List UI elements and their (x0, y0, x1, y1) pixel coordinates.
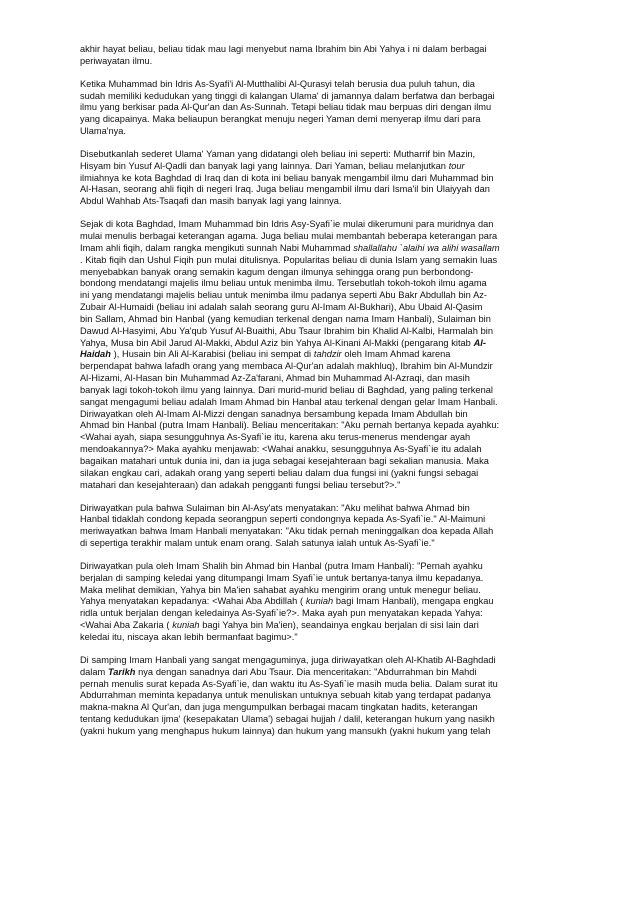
text-segment: Sejak di kota Baghdad, Imam Muhammad bin Idris Asy-Syafi`ie mulai dikerumuni para muridnya dan (80, 219, 494, 230)
text-line (80, 420, 586, 432)
text-segment: matahari dan kesejahteraan) dan adakah pengganti fungsi beliau tersebut?>." (80, 479, 401, 490)
text-line (80, 468, 586, 480)
text-segment: dalam (80, 666, 108, 677)
emphasized-text: shallallahu `alaihi wa alihi wasallam (353, 242, 500, 253)
emphasized-text: kuniah (305, 596, 334, 607)
text-line (80, 278, 586, 290)
text-segment: Ahmad bin Hanbal (putra Imam Hanbali). Beliau menceritakan: "Aku pernah bertanya kepada ayahku: (80, 420, 500, 431)
body-paragraph (80, 79, 586, 138)
text-line (80, 267, 586, 279)
text-line (80, 667, 586, 679)
text-line (80, 184, 586, 196)
text-line (80, 219, 586, 231)
text-line (80, 44, 586, 56)
text-segment: <Wahai ayah, siapa sesungguhnya As-Syafi`ie itu, karena aku terus-menerus mendengar ayah (80, 432, 471, 443)
body-paragraph (80, 655, 586, 738)
body-paragraph (80, 503, 586, 550)
text-line (80, 385, 586, 397)
text-segment: Dawud Al-Hasyimi, Abu Ya'qub Yusuf Al-Buaithi, Abu Tsaur Ibrahim bin Khalid Al-Kalbi, Harmalah bin (80, 325, 493, 336)
text-line (80, 573, 586, 585)
text-segment: ridla untuk berjalan dengan keledainya As-Syafi`ie?>. Maka ayah pun menyatakan kepada Yahya: (80, 608, 483, 619)
text-segment: . Kitab fiqih dan Ushul Fiqih pun mulai ditulisnya. Popularitas beliau di dunia Islam yang semakin luas (80, 254, 498, 265)
text-segment: Maka melihat demikian, Yahya bin Ma'ien sahabat ayahku mengirim orang untuk menegur beliau. (80, 584, 481, 595)
text-line (80, 702, 586, 714)
text-segment: sudah memiliki kedudukan yang tinggi di kalangan Ulama' di jamannya dalam berfatwa dan berbagai (80, 90, 495, 101)
text-segment: Di samping Imam Hanbali yang sangat mengaguminya, juga diriwayatkan oleh Al-Khatib Al-Baghdadi (80, 654, 496, 665)
text-segment: Hanbal tidaklah condong kepada seorangpun seperti condongnya kepada As-Syafi`ie." Al-Maimuni (80, 514, 486, 525)
text-segment: Ulama'nya. (80, 126, 126, 137)
text-line (80, 585, 586, 597)
text-line (80, 231, 586, 243)
text-line (80, 361, 586, 373)
text-segment: Diriwayatkan pula oleh Imam Shalih bin Ahmad bin Hanbal (putra Imam Hanbali): "Pernah ayahku (80, 560, 483, 571)
text-segment: Abdul Wahhab Ats-Tsaqafi dan masih banyak lagi yang lainnya. (80, 196, 342, 207)
text-line (80, 56, 586, 68)
text-segment: banyak lagi tokoh-tokoh ilmu yang lainnya. Dari murid-murid beliau di Baghdad, yang paling terkenal (80, 384, 493, 395)
text-line (80, 655, 586, 667)
text-segment: keledai itu, niscaya akan lebih bermanfaat bagimu>." (80, 631, 298, 642)
text-segment: Al-Hizami, Al-Hasan bin Muhammad Az-Za'farani, Ahmad bin Muhammad Al-Azraqi, dan masih (80, 373, 470, 384)
text-line (80, 161, 586, 173)
text-segment: mendoakannya?> Maka ayahku menjawab: <Wahai anakku, sesungguhnya As-Syafi`ie itu adalah (80, 444, 482, 455)
text-segment: periwayatan ilmu. (80, 55, 153, 66)
text-line (80, 79, 586, 91)
text-segment: sangat mengagumi beliau adalah Imam Ahmad bin Hanbal atau terkenal dengan gelar Imam Hanbali. (80, 396, 498, 407)
text-segment: bagi Imam Hanbali), mengapa engkau (333, 596, 494, 607)
text-segment: Yahya menyatakan kepadanya: <Wahai Aba Abdillah ( (80, 596, 306, 607)
text-segment: akhir hayat beliau, beliau tidak mau lagi menyebut nama Ibrahim bin Abi Yahya i ni dalam berbagai (80, 44, 487, 54)
text-segment: Imam ahli fiqih, dalam rangka mengikuti sunnah Nabi Muhammad (80, 242, 354, 253)
text-line (80, 314, 586, 326)
text-line (80, 126, 586, 138)
text-segment: Zubair Al-Humaidi (beliau ini adalah salah seorang guru Al-Imam Al-Bukhari), Abu Ubaid Al-Qasim (80, 302, 483, 313)
emphasized-text: tour (448, 160, 465, 171)
text-segment: di sepertiga terakhir malam untuk enam orang. Salah satunya ialah untuk As-Syafi`ie." (80, 538, 435, 549)
text-line (80, 102, 586, 114)
text-line (80, 409, 586, 421)
text-line (80, 503, 586, 515)
text-line (80, 561, 586, 573)
text-segment: nya dengan sanadnya dari Abu Tsaur. Dia menceritakan: "Abdurrahman bin Mahdi (135, 666, 477, 677)
text-line (80, 538, 586, 550)
text-segment: pernah menulis surat kepada As-Syafi`ie, dan waktu itu As-Syafi`ie masih muda belia. Dalam surat itu (80, 678, 498, 689)
text-line (80, 432, 586, 444)
text-line (80, 480, 586, 492)
text-segment: berpendapat bahwa lafadh orang yang membaca Al-Qur'an adalah makhluq), Ibrahim bin Al-Mundzir (80, 361, 493, 372)
text-line (80, 526, 586, 538)
text-segment: Diriwayatkan oleh Al-Imam Al-Mizzi dengan sanadnya bersambung kepada Imam Abdullah bin (80, 408, 468, 419)
text-line (80, 290, 586, 302)
emphasized-text: kuniah (172, 620, 200, 631)
text-line (80, 632, 586, 644)
text-line (80, 456, 586, 468)
text-segment: bagi Yahya bin Ma'ien), seandainya engkau berjalan di sisi lain dari (199, 620, 479, 631)
text-segment: makna-makna Al Qur'an, dan juga mengumpulkan berbagai macam tingkatan hadits, keterangan (80, 702, 478, 713)
emphasized-text: Tarikh (107, 666, 136, 677)
text-line (80, 726, 586, 738)
text-segment: ), Husain bin Ali Al-Karabisi (beliau ini sempat di (110, 349, 314, 360)
text-line (80, 91, 586, 103)
emphasized-text: Haidah (80, 349, 111, 360)
text-line (80, 196, 586, 208)
text-line (80, 149, 586, 161)
text-line (80, 714, 586, 726)
body-paragraph (80, 149, 586, 208)
text-line (80, 243, 586, 255)
text-segment: tentang kedudukan ijma' (kesepakatan Ulama') sebagai hujjah / dalil, keterangan hukum yang nasikh (80, 714, 495, 725)
text-segment: Hisyam bin Yusuf Al-Qadli dan banyak lagi yang lainnya. Dari Yaman, beliau melanjutkan (80, 160, 449, 171)
text-line (80, 679, 586, 691)
text-line (80, 444, 586, 456)
emphasized-text: Al- (473, 337, 486, 348)
body-paragraph (80, 219, 586, 491)
text-segment: ini yang mendatangi majelis beliau untuk menimba ilmu padanya seperti Abu Bakr Abdullah bin Az- (80, 290, 487, 301)
text-segment: menyebabkan banyak orang semakin kagum dengan ilmunya sehingga orang pun berbondong- (80, 266, 474, 277)
text-line (80, 514, 586, 526)
text-segment: (yakni hukum yang menghapus hukum lainnya) dan hukum yang mansukh (yakni hukum yang telah (80, 725, 491, 736)
text-segment: berjalan di samping keledai yang ditumpangi Imam Syafi`ie untuk bertanya-tanya ilmu kepadanya. (80, 572, 484, 583)
text-line (80, 302, 586, 314)
body-paragraph (80, 561, 586, 644)
text-segment: silakan engkau cari, adakah orang yang seperti beliau dalam dua fungsi ini (yakni fungsi sebagai (80, 467, 479, 478)
body-paragraph (80, 44, 586, 68)
text-segment: bondong mendatangi majelis ilmu beliau untuk menimba ilmu. Tersebutlah tokoh-tokoh ilmu agama (80, 278, 487, 289)
text-line (80, 255, 586, 267)
text-segment: Disebutkanlah sederet Ulama' Yaman yang didatangi oleh beliau ini seperti: Mutharrif bin Mazin, (80, 148, 476, 159)
text-line (80, 596, 586, 608)
text-segment: Al-Hasan, seorang ahli fiqih di negeri Iraq. Juga beliau mengambil ilmu dari Isma'il bin Ulaiyyah dan (80, 184, 490, 195)
text-segment: meriwayatkan bahwa Imam Hanbali menyatakan: "Aku tidak pernah meninggalkan doa kepada Allah (80, 526, 494, 537)
text-line (80, 608, 586, 620)
text-segment: Abdurrahman meminta kepadanya untuk menuliskan untuknya sebuah kitab yang terdapat padanya (80, 690, 491, 701)
text-segment: bagaikan matahari untuk dunia ini, dan ia juga sebagai kesejahteraan bagi sekalian manusia. Maka (80, 456, 489, 466)
text-segment: Yahya, Musa bin Abil Jarud Al-Makki, Abdul Aziz bin Yahya Al-Kinani Al-Makki (pengarang kitab (80, 337, 474, 348)
text-line (80, 114, 586, 126)
text-line (80, 397, 586, 409)
text-line (80, 349, 586, 361)
text-line (80, 690, 586, 702)
text-segment: bin Sallam, Ahmad bin Hanbal (yang kemudian terkenal dengan nama Imam Hanbali), Sulaiman bin (80, 313, 491, 324)
text-line (80, 173, 586, 185)
text-segment: <Wahai Aba Zakaria ( (80, 620, 173, 631)
text-segment: oleh Imam Ahmad karena (341, 349, 451, 360)
text-segment: ilmu yang berkisar pada Al-Qur'an dan As-Sunnah. Tetapi beliau tidak mau berpuas diri dengan ilmu (80, 102, 492, 113)
text-segment: Diriwayatkan pula bahwa Sulaiman bin Al-Asy'ats menyatakan: "Aku melihat bahwa Ahmad bin (80, 502, 470, 513)
emphasized-text: tahdzir (313, 349, 342, 360)
text-segment: ilmiahnya ke kota Baghdad di Iraq dan di kota ini beliau banyak mengambil ilmu dari Muhammad bin (80, 172, 494, 183)
text-segment: yang dicapainya. Maka beliaupun berangkat menuju negeri Yaman demi menyerap ilmu dari para (80, 114, 481, 125)
text-line (80, 326, 586, 338)
text-line (80, 620, 586, 632)
text-segment: mulai menulis berbagai keterangan agama. Juga beliau mulai membantah beberapa keterangan para (80, 230, 498, 241)
text-line (80, 338, 586, 350)
text-line (80, 373, 586, 385)
text-segment: Ketika Muhammad bin Idris As-Syafi'i Al-Mutthalibi Al-Qurasyi telah berusia dua puluh tahun, dia (80, 78, 475, 89)
